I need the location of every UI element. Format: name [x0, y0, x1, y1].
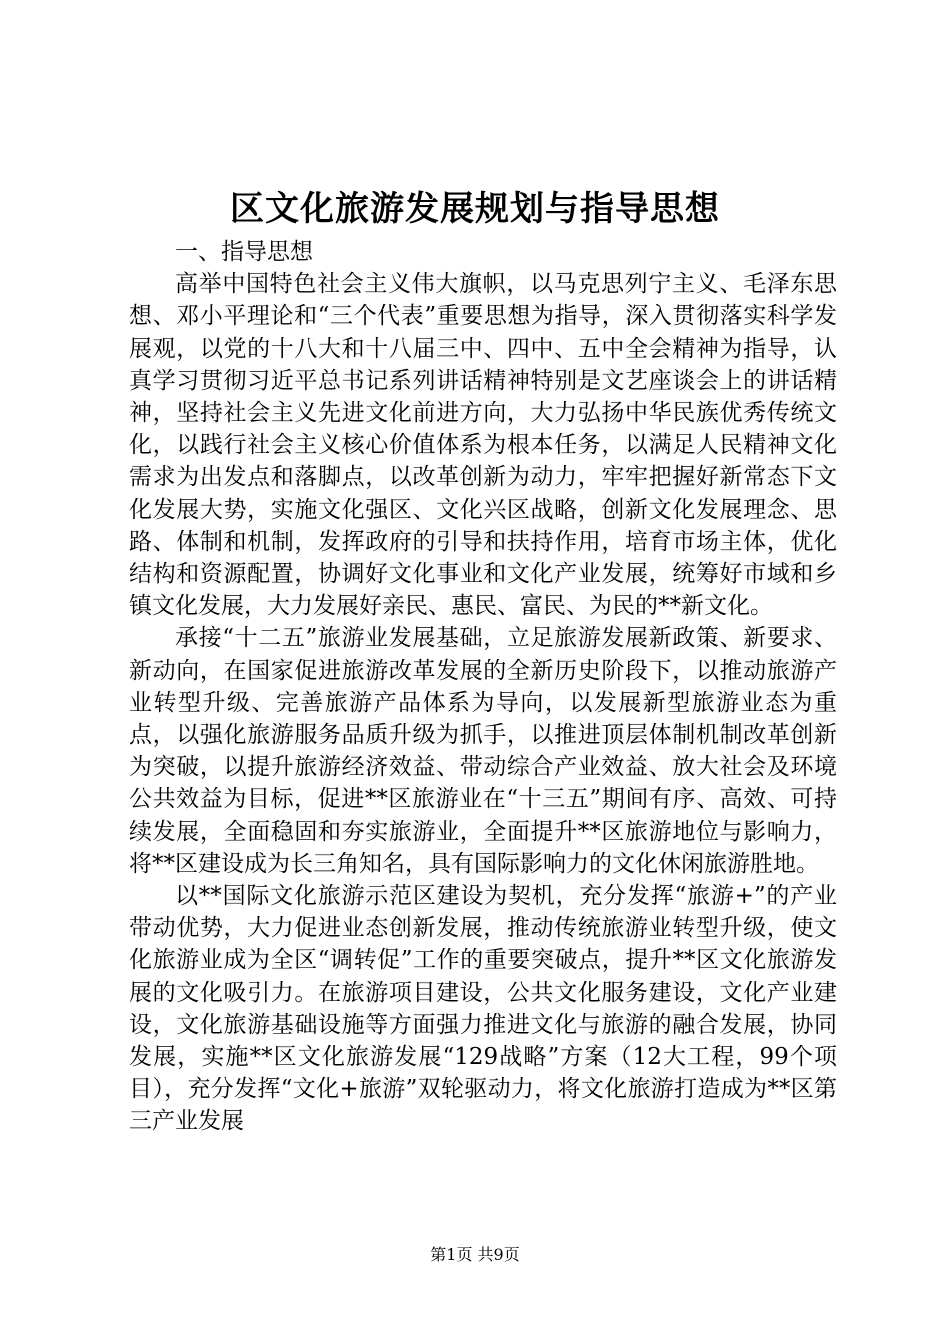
section-heading: 一、指导思想 [175, 239, 313, 265]
paragraph-1: 高举中国特色社会主义伟大旗帜，以马克思列宁主义、毛泽东思想、邓小平理论和“三个代表”重要思想为指导，深入贯彻落实科学发展观，以党的十八大和十八届三中、四中、五中全会精神为指导，认真学习贯彻习近平总书记系列讲话精神特别是文艺座谈会上的讲话精神，坚持社会主义先进文化前进方向，大力弘扬中华民族优秀传统文化，以践行社会主义核心价值体系为根本任务，以满足人民精神文化需求为出发点和落脚点，以改革创新为动力，牢牢把握好新常态下文化发展大势，实施文化强区、文化兴区战略，创新文化发展理念、思路、体制和机制，发挥政府的引导和扶持作用，培育市场主体，优化结构和资源配置，协调好文化事业和文化产业发展，统筹好市域和乡镇文化发展，大力发展好亲民、惠民、富民、为民的**新文化。 [129, 271, 837, 620]
page-footer: 第1页 共9页 [430, 1245, 520, 1264]
paragraph-3: 以**国际文化旅游示范区建设为契机，充分发挥“旅游+”的产业带动优势，大力促进业态创新发展，推动传统旅游业转型升级，使文化旅游业成为全区“调转促”工作的重要突破点，提升**区文化旅游发展的文化吸引力。在旅游项目建设，公共文化服务建设，文化产业建设，文化旅游基础设施等方面强力推进文化与旅游的融合发展，协同发展，实施**区文化旅游发展“129战略”方案（12大工程，99个项目），充分发挥“文化+旅游”双轮驱动力，将文化旅游打造成为**区第三产业发展 [129, 883, 837, 1135]
document-title: 区文化旅游发展规划与指导思想 [230, 189, 720, 229]
document-body [129, 236, 837, 1138]
paragraph-2: 承接“十二五”旅游业发展基础，立足旅游发展新政策、新要求、新动向，在国家促进旅游改革发展的全新历史阶段下，以推动旅游产业转型升级、完善旅游产品体系为导向，以发展新型旅游业态为重点，以强化旅游服务品质升级为抓手，以推进顶层体制机制改革创新为突破，以提升旅游经济效益、带动综合产业效益、放大社会及环境公共效益为目标，促进**区旅游业在“十三五”期间有序、高效、可持续发展，全面稳固和夯实旅游业，全面提升**区旅游地位与影响力，将**区建设成为长三角知名，具有国际影响力的文化休闲旅游胜地。 [129, 625, 837, 877]
